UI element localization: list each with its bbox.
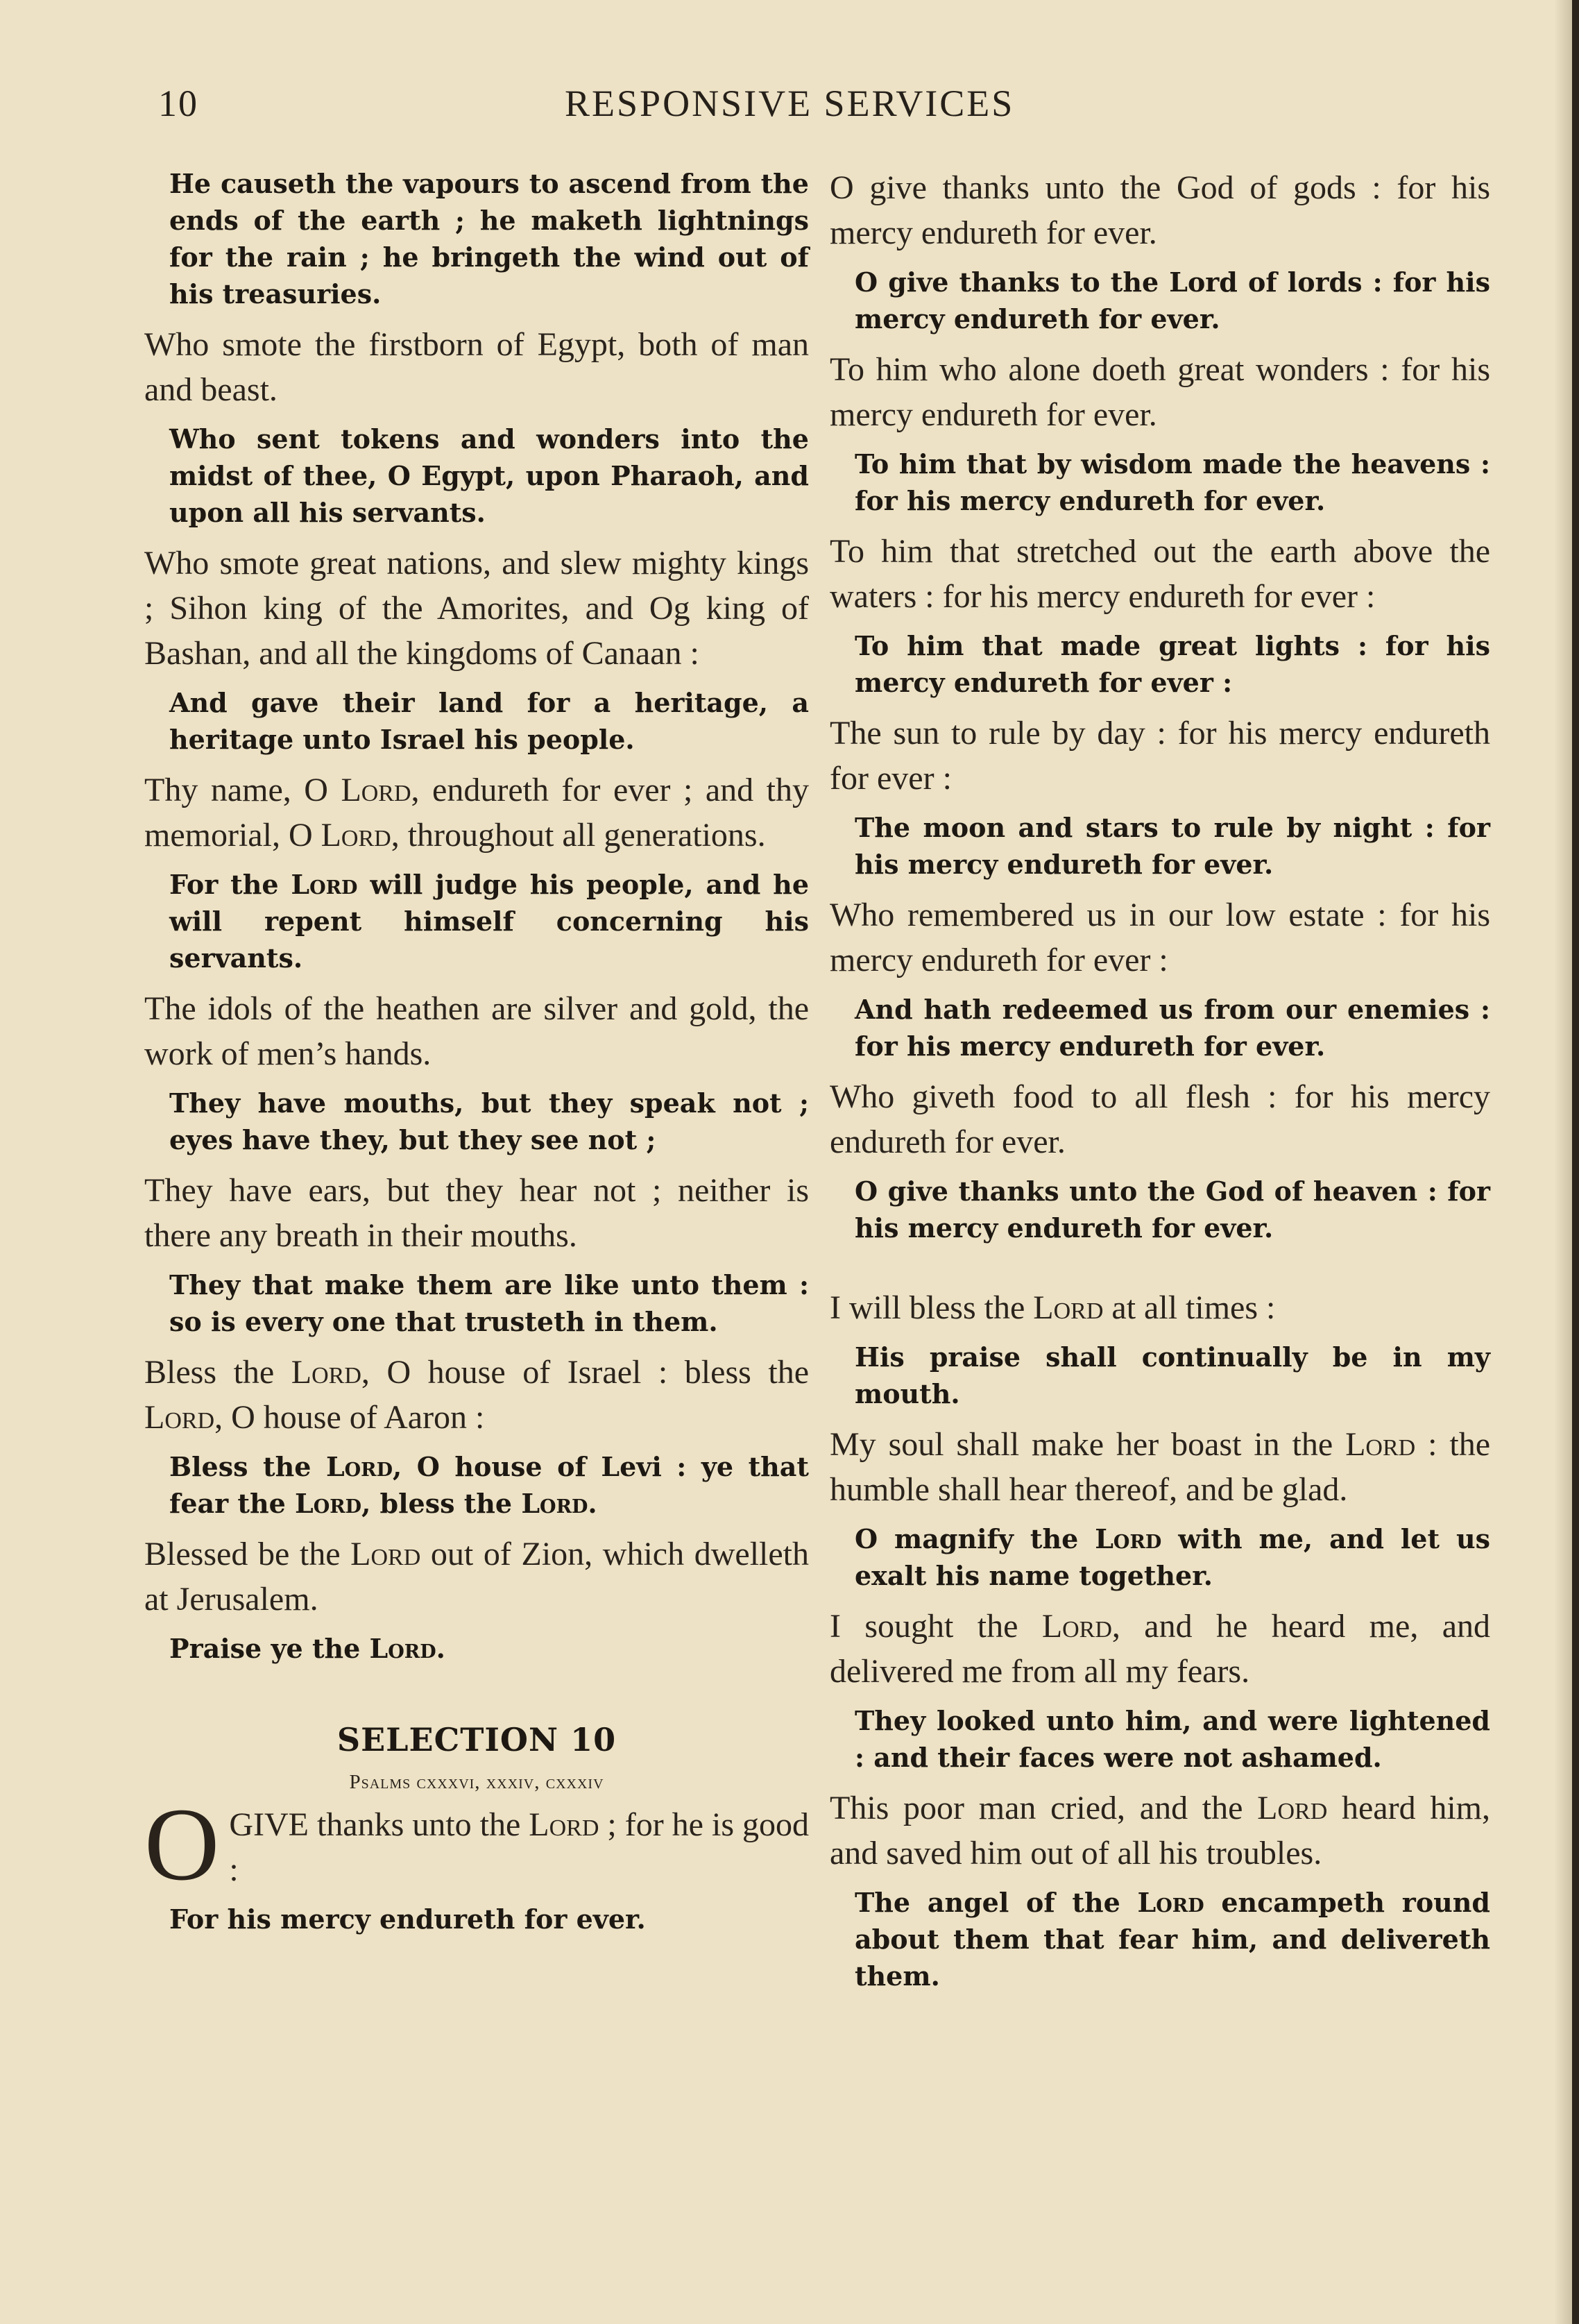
verse-leader: The idols of the heathen are silver and gold, the work of men’s hands. [144,990,809,1072]
verse-response: O magnify the Lord with me, and let us exalt his name together. [855,1523,1490,1591]
verse-response: For his mercy endureth for ever. [169,1903,646,1935]
opening-verse [144,1787,809,1902]
page-number: 10 [158,83,198,124]
verse-leader: I sought the Lord, and he heard me, and delivered me from all my fears. [830,1608,1491,1690]
verse-leader: Bless the Lord, O house of Israel : bless the Lord, O house of Aaron : [144,1354,810,1436]
verse-leader: I will bless the Lord at all times : [830,1289,1276,1326]
verse-response: And hath redeemed us from our enemies : for his mercy endureth for ever. [855,994,1490,1062]
verse-leader: Who remembered us in our low estate : for his mercy endureth for ever : [830,897,1490,978]
drop-cap: O [144,1787,220,1902]
verse-response: O give thanks unto the God of heaven : for his mercy endureth for ever. [855,1176,1490,1244]
verse-response: To him that by wisdom made the heavens : for his mercy endureth for ever. [855,448,1490,516]
verse-leader: To him who alone doeth great wonders : for his mercy endureth for ever. [830,351,1490,433]
verse-response: For the Lord will judge his people, and he will repent himself concerning his servants. [169,869,809,974]
verse-response: And gave their land for a heritage, a heritage unto Israel his people. [169,687,809,755]
verse-leader: To him that stretched out the earth above the waters : for his mercy endureth for ever : [830,533,1490,615]
verse-response: Bless the Lord, O house of Levi : ye that fear the Lord, bless the Lord. [169,1451,809,1519]
verse-leader: The sun to rule by day : for his mercy endureth for ever : [830,715,1490,797]
verse-leader: Thy name, O Lord, endureth for ever ; and thy memorial, O Lord, throughout all generations. [144,772,810,854]
verse-leader: Who giveth food to all flesh : for his mercy endureth for ever. [830,1078,1490,1160]
verse-leader: Blessed be the Lord out of Zion, which dwelleth at Jerusalem. [144,1536,810,1618]
verse-leader: O give thanks unto the God of gods : for his mercy endureth for ever. [830,169,1490,251]
verse-leader: GIVE thanks unto the Lord ; for he is good : [229,1806,809,1888]
page-edge [1572,0,1579,2324]
verse-response: His praise shall continually be in my mouth. [855,1341,1490,1409]
page-gutter-shadow [1554,0,1572,2324]
verse-leader: This poor man cried, and the Lord heard him, and saved him out of all his troubles. [830,1790,1490,1872]
right-column [830,165,1490,2004]
selection-source: Psalms cxxxvi, xxxiv, cxxxiv [349,1771,604,1793]
verse-response: He causeth the vapours to ascend from the ends of the earth ; he maketh lightnings for the rain ; he bringeth the wind out of his treasuries. [169,168,809,309]
verse-leader: Who smote the firstborn of Egypt, both of man and beast. [144,326,809,408]
verse-leader: They have ears, but they hear not ; neither is there any breath in their mouths. [144,1172,809,1254]
verse-response: They looked unto him, and were lightened : and their faces were not ashamed. [855,1705,1490,1773]
verse-response: Who sent tokens and wonders into the midst of thee, O Egypt, upon Pharaoh, and upon all his servants. [169,423,809,528]
verse-response: O give thanks to the Lord of lords : for his mercy endureth for ever. [855,266,1490,334]
verse-response: Praise ye the Lord. [169,1633,445,1664]
verse-leader: My soul shall make her boast in the Lord : the humble shall hear thereof, and be glad. [830,1426,1490,1508]
selection-heading: SELECTION 10 [336,1721,617,1758]
verse-leader: Who smote great nations, and slew mighty kings ; Sihon king of the Amorites, and Og king of Bashan, and all the kingdoms of Canaan : [144,545,809,672]
running-head [0,82,1579,137]
verse-response: They that make them are like unto them : so is every one that trusteth in them. [169,1269,809,1337]
verse-response: To him that made great lights : for his mercy endureth for ever : [855,630,1490,698]
verse-response: The angel of the Lord encampeth round about them that fear him, and delivereth them. [855,1887,1490,1992]
left-column [144,165,809,1947]
verse-response: The moon and stars to rule by night : for his mercy endureth for ever. [855,812,1490,880]
running-title: RESPONSIVE SERVICES [565,83,1015,124]
verse-response: They have mouths, but they speak not ; eyes have they, but they see not ; [169,1087,809,1155]
